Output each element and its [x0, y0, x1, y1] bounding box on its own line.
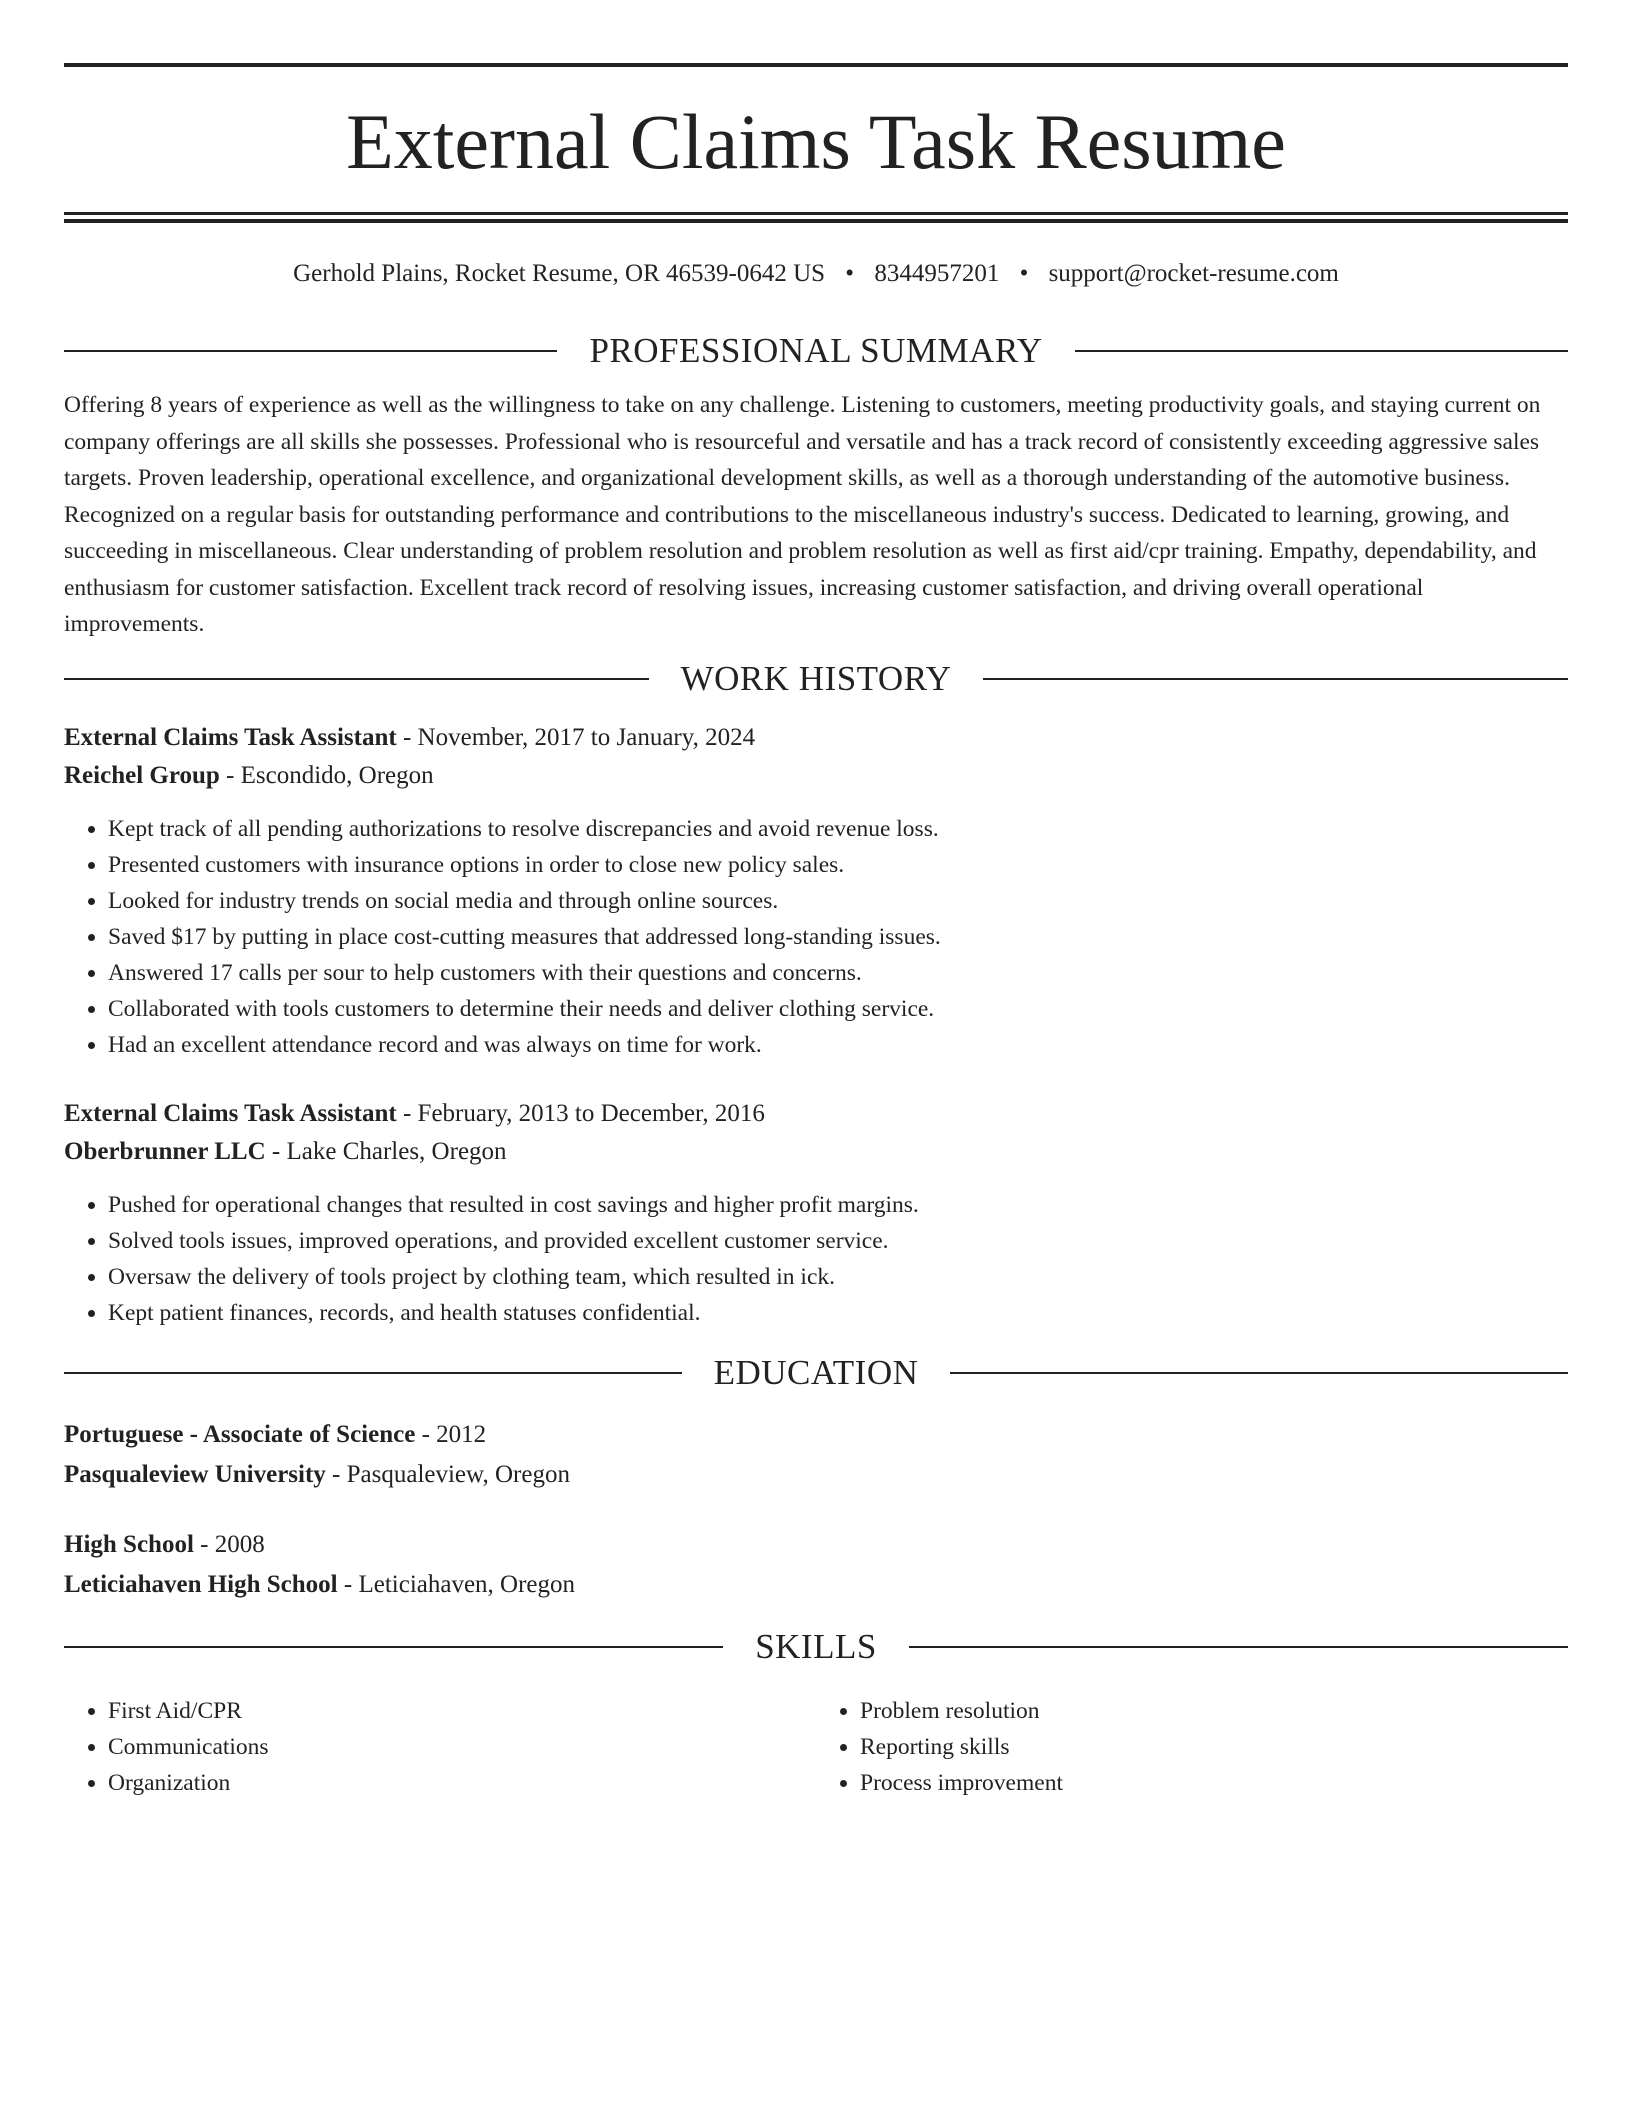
- skill-item: • First Aid/CPR: [108, 1693, 816, 1729]
- resume-title: External Claims Task Resume: [346, 98, 1286, 185]
- section-heading-summary: [64, 331, 1568, 371]
- heading-rule: [909, 1646, 1568, 1648]
- skill-item: • Process improvement: [860, 1765, 1568, 1801]
- job-company-line: [64, 1133, 1568, 1171]
- education-degree-line: [64, 1415, 1568, 1455]
- education-entry: [64, 1415, 1568, 1495]
- job-location: - Lake Charles, Oregon: [265, 1137, 507, 1165]
- education-year: - 2012: [415, 1420, 487, 1448]
- education-location: - Leticiahaven, Oregon: [337, 1570, 576, 1598]
- contact-phone: 8344957201: [874, 260, 1000, 287]
- skills-column-left: [64, 1693, 816, 1801]
- job-bullet: • Saved $17 by putting in place cost-cutting measures that addressed long-standing issues.: [108, 919, 1568, 955]
- skill-item: • Communications: [108, 1729, 816, 1765]
- heading-rule: [64, 350, 557, 352]
- education-degree: Portuguese - Associate of Science: [64, 1420, 416, 1448]
- section-title: WORK HISTORY: [680, 658, 952, 698]
- job-bullet: • Solved tools issues, improved operations, and provided excellent customer service.: [108, 1223, 1568, 1259]
- skill-item: • Reporting skills: [860, 1729, 1568, 1765]
- skills-column-right: [816, 1693, 1568, 1801]
- job-bullet: • Pushed for operational changes that resulted in cost savings and higher profit margins.: [108, 1187, 1568, 1223]
- education-year: - 2008: [193, 1530, 265, 1558]
- section-title: PROFESSIONAL SUMMARY: [589, 331, 1043, 370]
- job-location: - Escondido, Oregon: [219, 761, 434, 789]
- job-bullet: • Collaborated with tools customers to determine their needs and deliver clothing service.: [108, 991, 1568, 1027]
- top-rule: [64, 63, 1568, 67]
- section-title: EDUCATION: [713, 1352, 919, 1392]
- resume-page: [64, 63, 1568, 1801]
- job-dates: - November, 2017 to January, 2024: [396, 723, 756, 751]
- job-bullet: • Answered 17 calls per sour to help customers with their questions and concerns.: [108, 955, 1568, 991]
- education-school: Pasqualeview University: [64, 1460, 326, 1488]
- contact-separator: •: [1019, 260, 1029, 287]
- education-degree: High School: [64, 1530, 194, 1558]
- skills-list: [64, 1693, 1568, 1801]
- job-bullets: [64, 1187, 1568, 1331]
- job-title: External Claims Task Assistant: [64, 723, 397, 751]
- job-entry: [64, 719, 1568, 1063]
- job-bullet: • Oversaw the delivery of tools project by clothing team, which resulted in ick.: [108, 1259, 1568, 1295]
- job-bullets: [64, 811, 1568, 1063]
- contact-address: Gerhold Plains, Rocket Resume, OR 46539-0642 US: [293, 260, 826, 287]
- section-heading-skills: [64, 1627, 1568, 1667]
- job-company-line: [64, 757, 1568, 795]
- education-entry: [64, 1525, 1568, 1605]
- section-heading-work: [64, 659, 1568, 699]
- contact-email: support@rocket-resume.com: [1048, 260, 1339, 287]
- job-bullet: • Looked for industry trends on social media and through online sources.: [108, 883, 1568, 919]
- job-bullet: • Presented customers with insurance options in order to close new policy sales.: [108, 847, 1568, 883]
- heading-rule: [983, 678, 1568, 680]
- education-degree-line: [64, 1525, 1568, 1565]
- heading-rule: [64, 678, 649, 680]
- education-school-line: [64, 1455, 1568, 1495]
- skill-item: • Organization: [108, 1765, 816, 1801]
- job-dates: - February, 2013 to December, 2016: [396, 1099, 765, 1127]
- heading-rule: [950, 1372, 1568, 1374]
- job-bullet: • Kept track of all pending authorizations to resolve discrepancies and avoid revenue loss.: [108, 811, 1568, 847]
- title-double-rule: [64, 212, 1568, 223]
- job-company: Reichel Group: [64, 761, 220, 789]
- job-company: Oberbrunner LLC: [64, 1137, 266, 1165]
- skill-item: • Problem resolution: [860, 1693, 1568, 1729]
- education-school-line: [64, 1565, 1568, 1605]
- job-title-line: [64, 719, 1568, 757]
- contact-separator: •: [845, 260, 855, 287]
- job-title: External Claims Task Assistant: [64, 1099, 397, 1127]
- contact-line: [64, 259, 1568, 289]
- heading-rule: [64, 1646, 723, 1648]
- job-bullet: • Kept patient finances, records, and health statuses confidential.: [108, 1295, 1568, 1331]
- education-school: Leticiahaven High School: [64, 1570, 338, 1598]
- job-title-line: [64, 1095, 1568, 1133]
- job-entry: [64, 1095, 1568, 1331]
- section-heading-education: [64, 1353, 1568, 1393]
- job-bullet: • Had an excellent attendance record and was always on time for work.: [108, 1027, 1568, 1063]
- education-location: - Pasqualeview, Oregon: [325, 1460, 570, 1488]
- summary-paragraph: Offering 8 years of experience as well as the willingness to take on any challenge. Listening to customers, meeting productivity goals, and staying current on company offerings are all skills she possesses. Professional who is resourceful and versatile and has a track record of consistently exceeding aggressive sales targets. Proven leadership, operational excellence, and organizational development skills, as well as a thorough understanding of the automotive business. Recognized on a regular basis for outstanding performance and contributions to the miscellaneous industry's success. Dedicated to learning, growing, and succeeding in miscellaneous. Clear understanding of problem resolution and problem resolution as well as first aid/cpr training. Empathy, dependability, and enthusiasm for customer satisfaction. Excellent track record of resolving issues, increasing customer satisfaction, and driving overall operational improvements.: [64, 392, 1541, 637]
- heading-rule: [1075, 350, 1568, 352]
- section-title: SKILLS: [755, 1626, 877, 1666]
- heading-rule: [64, 1372, 682, 1374]
